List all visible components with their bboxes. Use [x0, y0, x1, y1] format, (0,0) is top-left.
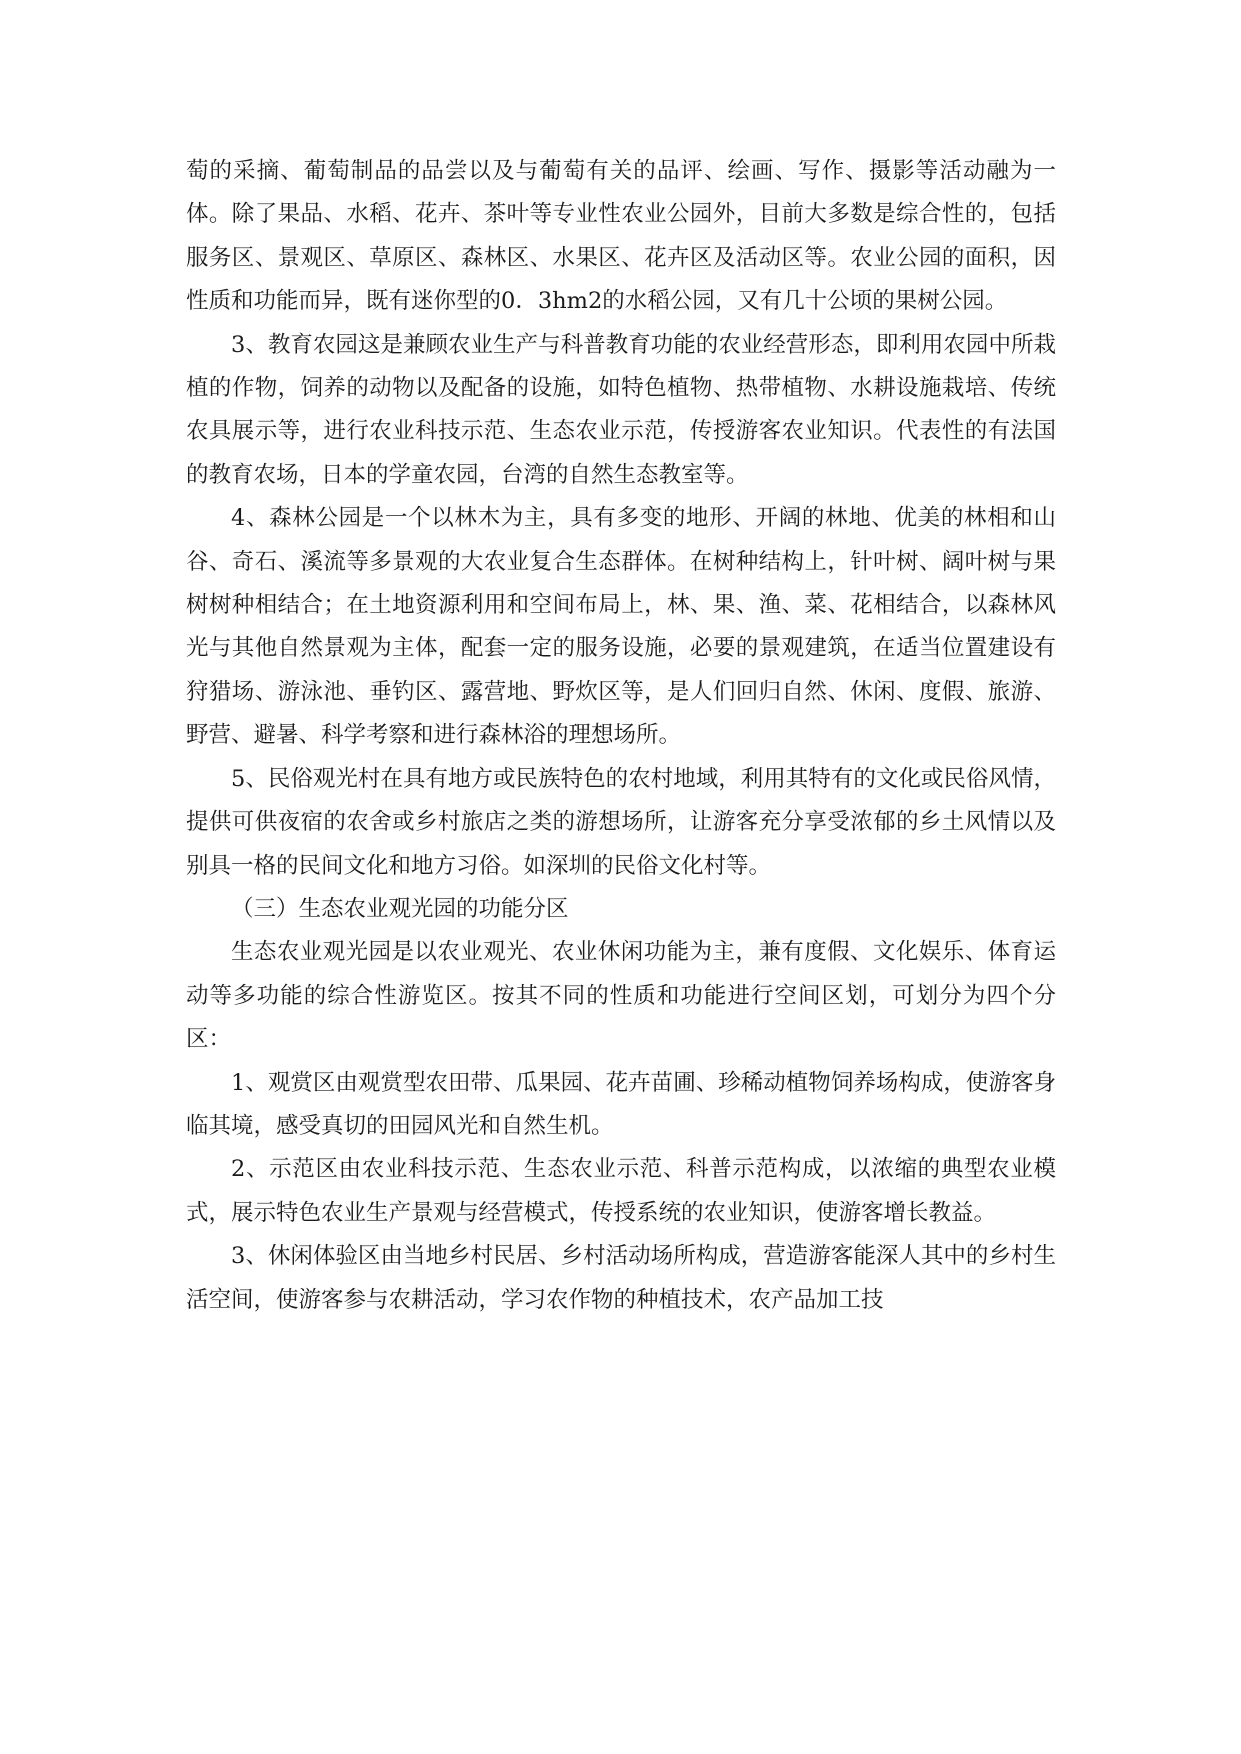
section-heading: （三）生态农业观光园的功能分区 [231, 895, 569, 922]
paragraph-folk-village: 5、民俗观光村在具有地方或民族特色的农村地域，利用其特有的文化或民俗风情，提供可供夜宿的农舍或乡村旅店之类的游想场所，让游客充分享受浓郁的乡土风情以及别具一格的民间文化和地方习俗。如深圳的民俗文化村等。 [186, 765, 1056, 879]
paragraph-intro: 生态农业观光园是以农业观光、农业休闲功能为主，兼有度假、文化娱乐、体育运动等多功能的综合性游览区。按其不同的性质和功能进行空间区划，可划分为四个分区： [186, 939, 1056, 1053]
paragraph-grape-activities: 萄的采摘、葡萄制品的品尝以及与葡萄有关的品评、绘画、写作、摄影等活动融为一体。除了果品、水稻、花卉、茶叶等专业性农业公园外，目前大多数是综合性的，包括服务区、景观区、草原区、森林区、水果区、花卉区及活动区等。农业公园的面积，因性质和功能而异，既有迷你型的0．3hm2的水稻公园，又有几十公顷的果树公园。 [186, 158, 1056, 315]
paragraph-zone-demonstration: 2、示范区由农业科技示范、生态农业示范、科普示范构成，以浓缩的典型农业模式，展示特色农业生产景观与经营模式，传授系统的农业知识，使游客增长教益。 [186, 1156, 1056, 1226]
paragraph-education-farm: 3、教育农园这是兼顾农业生产与科普教育功能的农业经营形态，即利用农园中所栽植的作物，饲养的动物以及配备的设施，如特色植物、热带植物、水耕设施栽培、传统农具展示等，进行农业科技示范、生态农业示范，传授游客农业知识。代表性的有法国的教育农场，日本的学童农园，台湾的自然生态教室等。 [186, 331, 1056, 488]
paragraph-zone-leisure: 3、休闲体验区由当地乡村民居、乡村活动场所构成，营造游客能深人其中的乡村生活空间，使游客参与农耕活动，学习农作物的种植技术，农产品加工技 [186, 1243, 1056, 1313]
paragraph-forest-park: 4、森林公园是一个以林木为主，具有多变的地形、开阔的林地、优美的林相和山谷、奇石、溪流等多景观的大农业复合生态群体。在树种结构上，针叶树、阔叶树与果树树种相结合；在土地资源利用和空间布局上，林、果、渔、菜、花相结合，以森林风光与其他自然景观为主体，配套一定的服务设施，必要的景观建筑，在适当位置建设有狩猎场、游泳池、垂钓区、露营地、野炊区等，是人们回归自然、休闲、度假、旅游、野营、避暑、科学考察和进行森林浴的理想场所。 [186, 505, 1056, 749]
document-body [186, 150, 1056, 1322]
paragraph-zone-viewing: 1、观赏区由观赏型农田带、瓜果园、花卉苗圃、珍稀动植物饲养场构成，使游客身临其境，感受真切的田园风光和自然生机。 [186, 1069, 1056, 1139]
